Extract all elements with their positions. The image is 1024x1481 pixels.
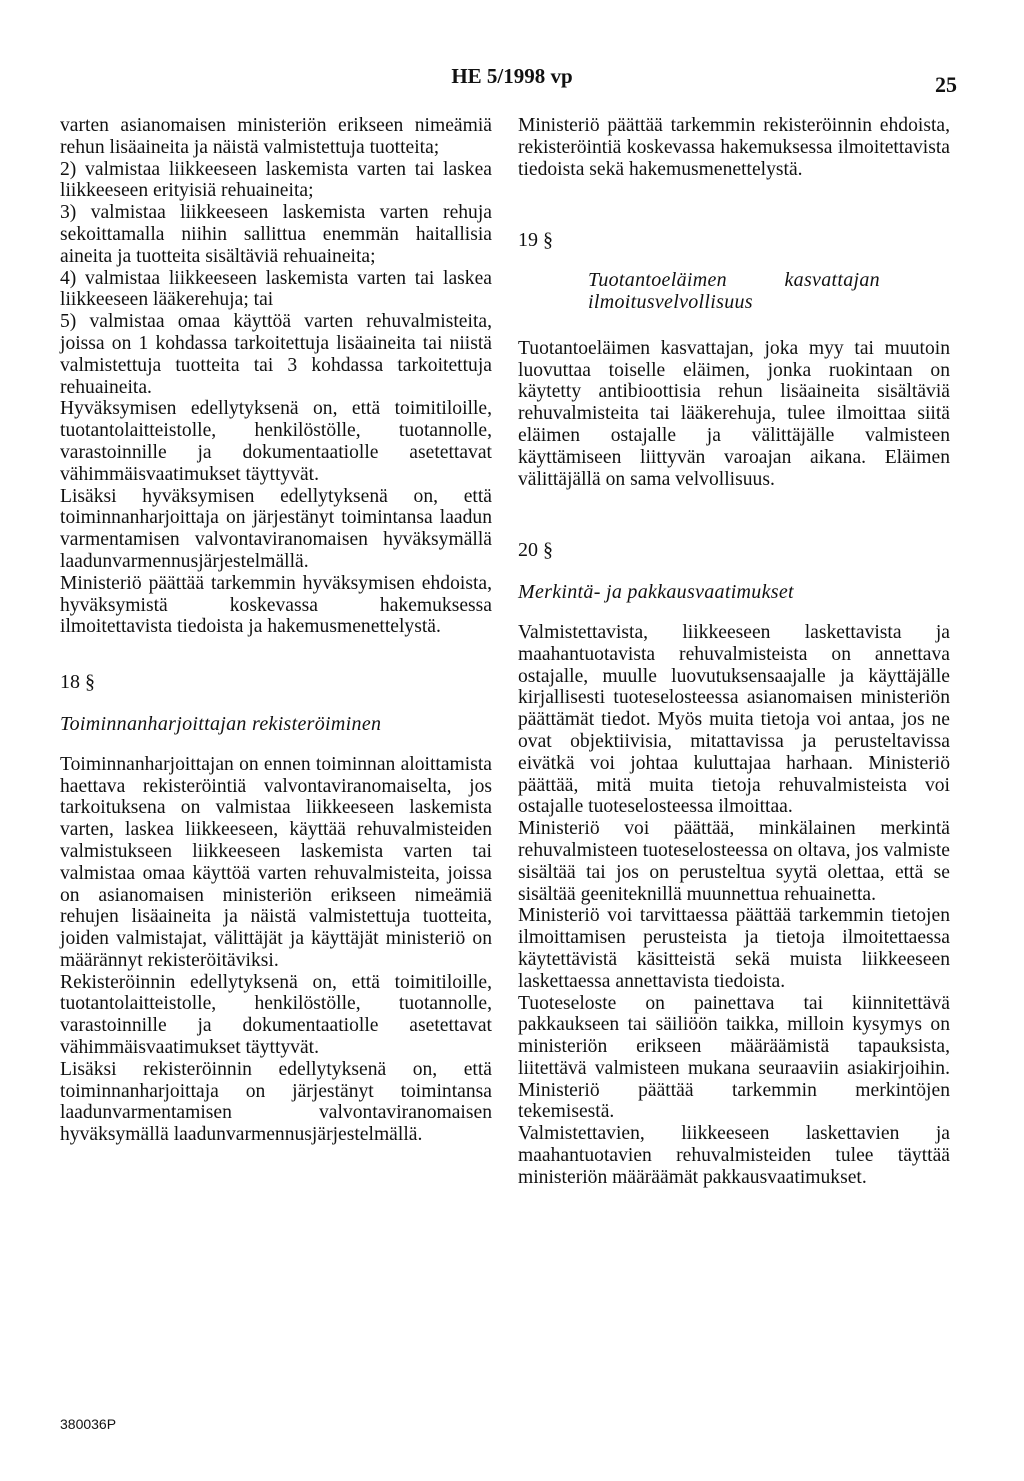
paragraph: Valmistettavien, liikkeeseen laskettavien ja maahantuotavien rehuvalmisteiden tulee täyttää ministeriön määräämät pakkausvaatimukset. bbox=[518, 1123, 950, 1188]
section-number-19: 19 § bbox=[518, 229, 553, 252]
section-title-20: Merkintä- ja pakkausvaatimukset bbox=[518, 581, 794, 604]
paragraph: Ministeriö päättää tarkemmin hyväksymisen ehdoista, hyväksymistä koskevassa hakemuksessa ilmoitettavista tiedoista ja hakemusmenettelystä. bbox=[60, 572, 492, 638]
paragraph: Toiminnanharjoittajan on ennen toiminnan aloittamista haettava rekisteröintiä valvontaviranomaiselta, jos tarkoituksena on valmistaa liikkeeseen laskemista varten, laskea liikkeeseen, käyttää rehuvalmisteiden valmistukseen liikkeeseen laskemista varten tai valmistaa omaa käyttöä varten rehuvalmisteita, joissa on asianomaisen ministeriön erikseen nimeämiä rehujen lisäaineita ja näistä valmistettuja tuotteita, joiden valmistajat, välittäjät ja käyttäjät ministeriö on määrännyt rekisteröitäviksi. bbox=[60, 753, 492, 971]
paragraph: varten asianomaisen ministeriön erikseen nimeämiä rehun lisäaineita ja näistä valmistettuja tuotteita; bbox=[60, 115, 492, 158]
document-code: 380036P bbox=[60, 1416, 117, 1432]
section-title-18: Toiminnanharjoittajan rekisteröiminen bbox=[60, 712, 382, 735]
section-number-20: 20 § bbox=[518, 539, 553, 562]
paragraph: 5) valmistaa omaa käyttöä varten rehuvalmisteita, joissa on 1 kohdassa tarkoitettuja lisäaineita tai niistä valmistettuja tuotteita tai 3 kohdassa tarkoitettuja rehuaineita. bbox=[60, 311, 492, 398]
left-column bbox=[60, 115, 492, 1146]
paragraph: 2) valmistaa liikkeeseen laskemista varten tai laskea liikkeeseen erityisiä rehuaineita; bbox=[60, 158, 492, 202]
paragraph: Rekisteröinnin edellytyksenä on, että toimitiloille, tuotantolaitteistolle, henkilöstölle, tuotannolle, varastoinnille ja dokumentaatiolle asetettavat vähimmäisvaatimukset täyttyvät. bbox=[60, 971, 492, 1059]
section-title-19: Tuotantoeläimen kasvattajan ilmoitusvelvollisuus bbox=[588, 269, 880, 313]
paragraph: Tuoteseloste on painettava tai kiinnitettävä pakkaukseen tai säiliöön taikka, milloin kysymys on ministeriön erikseen määräämistä tapauksista, liitettävä valmisteen mukana seuraaviin asiakirjoihin. Ministeriö päättää tarkemmin merkintöjen tekemisestä. bbox=[518, 992, 950, 1123]
paragraph: Ministeriö voi tarvittaessa päättää tarkemmin tietojen ilmoittamisen perusteista ja tietoja ilmoitettaessa käytettävistä käsitteistä sekä muista liikkeeseen laskettaessa annettavista tiedoista. bbox=[518, 905, 950, 992]
section-number-18: 18 § bbox=[60, 671, 95, 694]
paragraph: Ministeriö päättää tarkemmin rekisteröinnin ehdoista, rekisteröintiä koskevassa hakemuksessa ilmoitettavista tiedoista sekä hakemusmenettelystä. bbox=[518, 115, 950, 180]
paragraph: Ministeriö voi päättää, minkälainen merkintä rehuvalmisteen tuoteselosteessa on oltava, jos valmiste sisältää tai jos on perusteltua syytä olettaa, että se sisältää geeniteknillä muunnettua rehuainetta. bbox=[518, 818, 950, 905]
paragraph: 3) valmistaa liikkeeseen laskemista varten rehuja sekoittamalla niihin sallittua enemmän haitallisia aineita ja tuotteita sisältäviä rehuaineita; bbox=[60, 202, 492, 267]
paragraph: Lisäksi hyväksymisen edellytyksenä on, että toiminnanharjoittaja on järjestänyt toimintansa laadun varmentamisen valvontaviranomaisen hyväksymällä laadunvarmennusjärjestelmällä. bbox=[60, 485, 492, 572]
paragraph: Valmistettavista, liikkeeseen laskettavista ja maahantuotavista rehuvalmisteista on annettava ostajalle, muulle luovutuksensaajalle ja käyttäjälle kirjallisesti tuoteselosteessa asianomaisen ministeriön päättämät tiedot. Myös muita tietoja voi antaa, jos ne ovat objektiivisia, mitattavissa ja perusteltavissa eivätkä voi johtaa kuluttajaa harhaan. Ministeriö päättää, mitä muita tietoja rehuvalmisteista voi ostajalle tuoteselosteessa ilmoittaa. bbox=[518, 621, 950, 818]
page-header-title: HE 5/1998 vp bbox=[451, 64, 573, 88]
page-number: 25 bbox=[935, 72, 957, 97]
paragraph: Tuotantoeläimen kasvattajan, joka myy tai muutoin luovuttaa toiselle eläimen, jonka ruokintaan on käytetty antibioottisia rehun lisäaineita sisältäviä rehuvalmisteita tai lääkerehuja, tulee ilmoittaa siitä eläimen ostajalle ja välittäjälle valmisteen käyttämiseen liittyvän varoajan aikana. Eläimen välittäjällä on sama velvollisuus. bbox=[518, 337, 950, 490]
right-column bbox=[518, 115, 950, 1189]
paragraph: Lisäksi rekisteröinnin edellytyksenä on, että toiminnanharjoittaja on järjestänyt toimintansa laadunvarmentamisen valvontaviranomaisen hyväksymällä laadunvarmennusjärjestelmällä. bbox=[60, 1058, 492, 1146]
paragraph: 4) valmistaa liikkeeseen laskemista varten tai laskea liikkeeseen lääkerehuja; tai bbox=[60, 267, 492, 311]
paragraph: Hyväksymisen edellytyksenä on, että toimitiloille, tuotantolaitteistolle, henkilöstölle, tuotannolle, varastoinnille ja dokumentaatiolle asetettavat vähimmäisvaatimukset täyttyvät. bbox=[60, 398, 492, 485]
